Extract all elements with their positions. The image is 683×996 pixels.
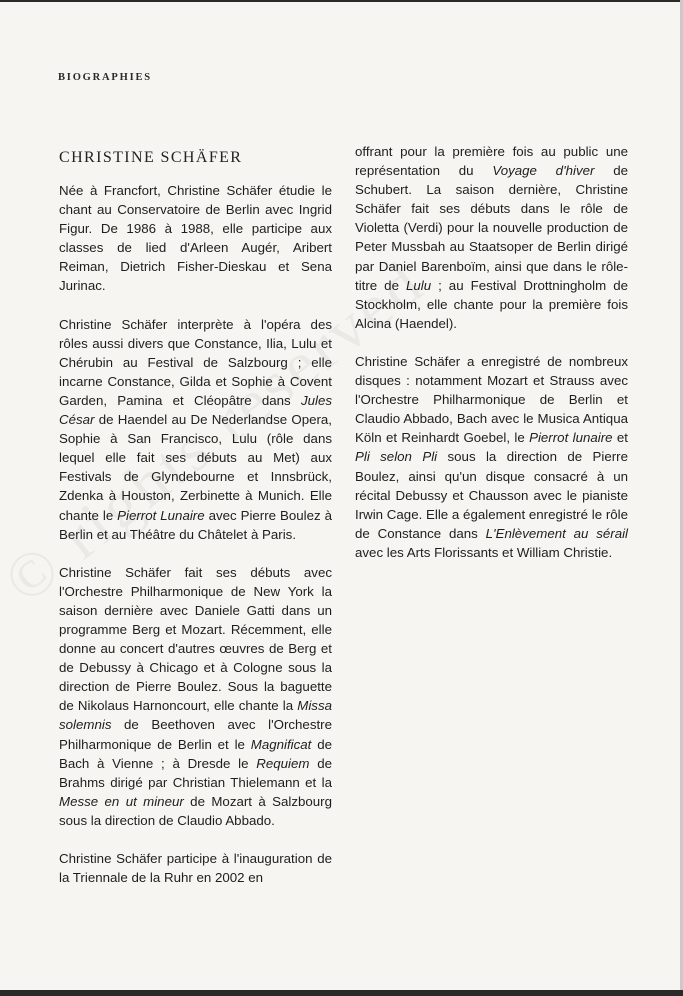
italic-work-title: Requiem (256, 755, 310, 771)
paragraph-text: Née à Francfort, Christine Schäfer étudie le chant au Conservatoire de Berlin avec Ingrid Figur. De 1986 à 1988, elle participe aux classes de lied d'Arleen Augér, Aribert Reiman, Dietrich Fisher-Dieskau et Sena Jurinac. (59, 183, 332, 294)
paragraph-text: de Brahms dirigé par Christian Thielemann et la (59, 755, 332, 790)
paragraph-text: de Bach à Vienne ; à Dresde le (59, 736, 332, 771)
right-column-paragraphs (355, 142, 628, 562)
paragraph-text: Christine Schäfer a enregistré de nombreux disques : notamment Mozart et Strauss avec l'Orchestre Philharmonique de Berlin et Claudio Abbado, Bach avec le Musica Antiqua Köln et Reinhardt Goebel, le (355, 353, 628, 446)
biography-paragraph (59, 315, 332, 544)
italic-work-title: Messe en ut mineur (59, 793, 184, 809)
paragraph-text: de Schubert. La saison dernière, Christine Schäfer fait ses débuts dans le rôle de Violetta (Verdi) pour la nouvelle production de Peter Mussbah au Staatsoper de Berlin dirigé par Daniel Barenboïm, ainsi que dans le rôle-titre de (355, 163, 628, 293)
paragraph-text: Christine Schäfer fait ses débuts avec l'Orchestre Philharmonique de New York la saison dernière avec Daniele Gatti dans un programme Berg et Mozart. Récemment, elle donne au concert d'autres œuvres de Berg et de Debussy à Chicago et à Cologne sous la direction de Pierre Boulez. Sous la baguette de Nikolaus Harnoncourt, elle chante la (59, 564, 332, 714)
paragraph-text: avec Pierre Boulez à Berlin et au Théâtre du Châtelet à Paris. (59, 507, 332, 542)
italic-work-title: Magnificat (250, 736, 312, 752)
italic-work-title: L'Enlèvement au sérail (485, 525, 629, 541)
section-header: BIOGRAPHIES (58, 72, 152, 83)
paragraph-text: de Mozart à Salzbourg sous la direction de Claudio Abbado. (59, 793, 332, 828)
paragraph-text: ; au Festival Drottningholm de Stockholm, elle chante pour la première fois Alcina (Haendel). (355, 277, 628, 331)
biography-paragraph (59, 181, 332, 296)
paragraph-text: Christine Schäfer interprète à l'opéra des rôles aussi divers que Constance, Ilia, Lulu et Chérubin au Festival de Salzbourg ; elle incarne Constance, Gilda et Sophie à Covent Garden, Pamina et Cléopâtre dans (59, 316, 332, 408)
italic-work-title: Pierrot lunaire (529, 430, 613, 446)
artist-name-title: CHRISTINE SCHÄFER (59, 149, 243, 166)
paragraph-text: Christine Schäfer participe à l'inauguration de la Triennale de la Ruhr en 2002 en (59, 851, 332, 886)
biography-paragraph (59, 563, 332, 830)
right-column (355, 142, 628, 581)
paragraph-text: sous la direction de Pierre Boulez, ainsi qu'un disque consacré à un récital Debussy et Chausson avec le pianiste Irwin Cage. Elle a également enregistré le rôle de Constance dans (355, 449, 629, 541)
italic-work-title: Pierrot Lunaire (117, 507, 205, 523)
italic-work-title: Voyage d'hiver (492, 163, 595, 179)
paragraph-text: et (612, 430, 628, 446)
italic-work-title: Lulu (405, 277, 432, 293)
page-top-edge (0, 0, 683, 2)
left-column (59, 147, 332, 906)
paragraph-text: de Haendel au De Nederlandse Opera, Sophie à San Francisco, Lulu (rôle dans lequel elle fait ses débuts au Met) aux Festivals de Glyndebourne et Innsbrück, Zdenka à Houston, Zerbinette à Munich. Elle chante le (59, 412, 332, 523)
biography-paragraph (59, 849, 332, 887)
italic-work-title: Pli selon Pli (355, 449, 438, 465)
biography-paragraph (355, 142, 628, 333)
biography-paragraph (355, 352, 628, 562)
paragraph-text: de Beethoven avec l'Orchestre Philharmonique de Berlin et le (59, 717, 332, 752)
italic-work-title: Missa solemnis (59, 698, 332, 733)
left-column-paragraphs (59, 181, 332, 887)
paragraph-text: offrant pour la première fois au public une représentation du (355, 144, 628, 179)
paragraph-text: avec les Arts Florissants et William Christie. (355, 544, 613, 560)
italic-work-title: Jules César (59, 392, 332, 428)
page-bottom-edge (0, 990, 683, 996)
